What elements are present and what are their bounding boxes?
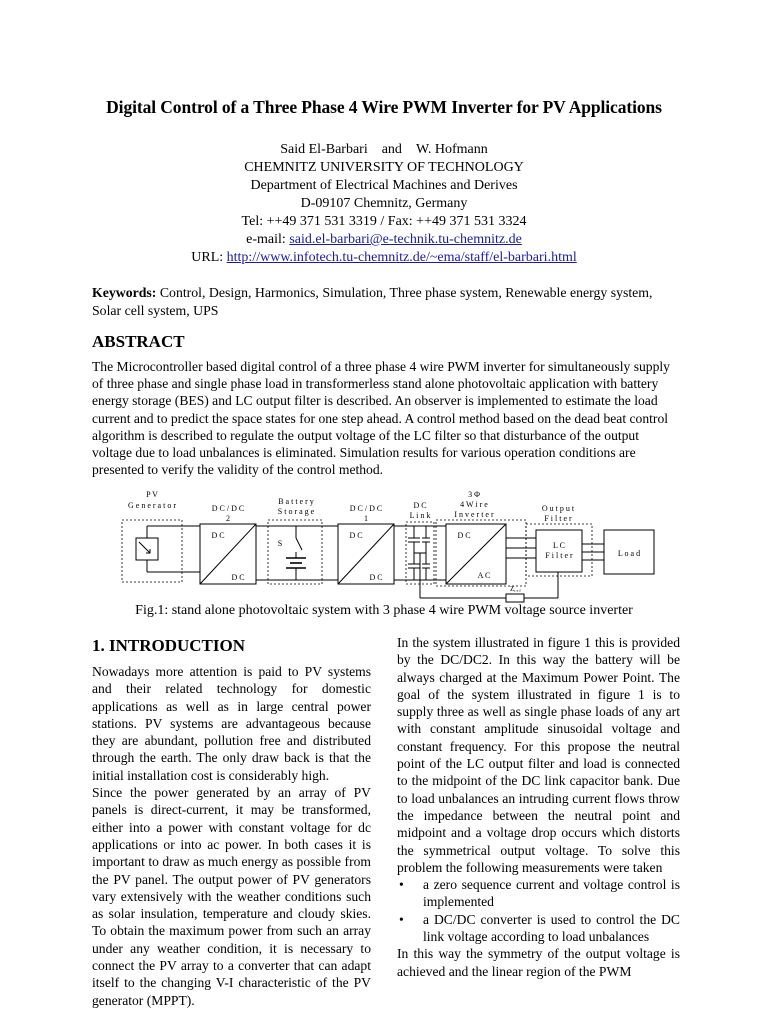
label-inverter-3: I n v e r t e r <box>454 510 494 519</box>
label-dcdc1-1: D C / D C <box>349 504 383 513</box>
pv-panel-icon <box>136 538 158 572</box>
department: Department of Electrical Machines and Derives <box>250 178 518 193</box>
introduction-heading: 1. INTRODUCTION <box>92 636 246 655</box>
zref-label <box>510 585 521 593</box>
switch-label: S <box>277 539 283 548</box>
email-label: e-mail: <box>246 232 290 247</box>
author-and: and <box>381 142 402 157</box>
label-pv-2: G e n e r a t o r <box>128 501 176 510</box>
load-block <box>604 530 654 574</box>
load-label: L o a d <box>617 549 641 558</box>
label-dclink-1: D C <box>413 501 427 510</box>
label-inverter-2: 4 W i r e <box>460 500 488 509</box>
url-line <box>0 249 768 267</box>
label-dclink-2: L i n k <box>409 511 431 520</box>
university: CHEMNITZ UNIVERSITY OF TECHNOLOGY <box>244 160 524 175</box>
right-paragraph-1: In the system illustrated in figure 1 this is provided by the DC/DC2. In this way the battery will be always charged at the Maximum Power Point. The goal of the system illustrated in figure 1 is to supply three as well as single phase loads of any art with constant amplitude sinusoidal voltage and constant frequency. For this propose the neutral point of the LC output filter and load is connected to the midpoint of the DC link capacitor bank. Due to load unbalances an intruding current flows throw the impedance between the neutral point and midpoint and a voltage drop occurs which distorts the symmetrical output voltage. To solve this problem the following measurements were taken <box>397 635 680 875</box>
dcdc2-dc-top: D C <box>211 531 225 540</box>
bullet-icon: • <box>399 911 404 927</box>
contact-phone: Tel: ++49 371 531 3319 / Fax: ++49 371 531 3324 <box>241 214 527 229</box>
system-diagram <box>110 486 670 608</box>
label-dcdc1-2: 1 <box>364 514 368 523</box>
lc-filter-block <box>536 530 582 572</box>
author-block <box>0 141 768 267</box>
label-pv-1: P V <box>146 490 158 499</box>
pv-generator-frame <box>122 520 182 582</box>
paper-title: Digital Control of a Three Phase 4 Wire PWM Inverter for PV Applications <box>106 97 662 117</box>
output-phase-lines <box>506 538 536 558</box>
label-outfilter-1: O u t p u t <box>541 504 575 513</box>
email-link[interactable]: said.el-barbari@e-technik.tu-chemnitz.de <box>289 232 522 247</box>
keywords-label: Keywords: <box>92 285 157 300</box>
measures-list <box>397 876 680 945</box>
list-item: • a DC/DC converter is used to control the DC link voltage according to load unbalances <box>399 911 680 945</box>
figure-caption: Fig.1: stand alone photovoltaic system with 3 phase 4 wire PWM voltage source inverter <box>135 603 633 618</box>
abstract-text: The Microcontroller based digital control of a three phase 4 wire PWM inverter for simultaneously supply of three phase and single phase load in transformerless stand alone photovoltaic application with battery energy storage (BES) and LC output filter is described. An observer is implemented to estimate the load current and to predict the space states for one step ahead. A control method based on the dead beat control algorithm is described to regulate the output voltage of the LC filter so that disturbance of the output voltage due to load unbalances is eliminated. Simulation results for various operation conditions are presented to verify the validity of the control method. <box>92 359 670 478</box>
intro-paragraph-2: Since the power generated by an array of PV panels is direct-current, it may be transformed, either into a power with constant voltage for dc applications or into ac power. In both cases it is important to draw as much energy as possible from the PV panel. The output power of PV generators vary extensively with the weather conditions such as solar insulation, temperature and cloudy skies. To obtain the maximum power from such an array under any weather condition, it is necessary to connect the PV array to a converter that can adapt itself to the changing V-I characteristic of the PV generator (MPPT). <box>92 785 371 1008</box>
author-1: Said El-Barbari <box>280 142 368 157</box>
dcdc1-dc-bottom: D C <box>369 573 383 582</box>
left-column <box>92 663 371 1009</box>
label-inverter-1: 3 Φ <box>468 490 480 499</box>
intro-paragraph-1: Nowadays more attention is paid to PV systems and their related technology for domestic applications as well as in large central power stations. PV systems are advantageous because they are abundant, pollution free and distributed through the earth. The only draw back is that the initial installation cost is considerably high. <box>92 664 371 783</box>
url-link[interactable]: http://www.infotech.tu-chemnitz.de/~ema/staff/el-barbari.html <box>226 250 577 265</box>
label-battery-1: B a t t e r y <box>278 497 314 506</box>
right-column <box>397 634 680 980</box>
list-item: • a zero sequence current and voltage control is implemented <box>399 877 680 910</box>
url-label: URL: <box>191 250 227 265</box>
zref-sub: r e f <box>514 588 521 593</box>
battery-storage-frame <box>268 520 322 584</box>
label-battery-2: S t o r a g e <box>277 507 315 516</box>
label-dcdc2-1: D C / D C <box>211 504 245 513</box>
bullet-icon: • <box>399 877 404 893</box>
author-2: W. Hofmann <box>415 142 488 157</box>
inverter-ac: A C <box>477 571 491 580</box>
label-outfilter-2: F i l t e r <box>544 514 572 523</box>
dcdc2-converter <box>200 524 256 584</box>
keywords-text: Control, Design, Harmonics, Simulation, Three phase system, Renewable energy system, Solar cell system, UPS <box>92 285 653 318</box>
dcdc1-converter <box>338 524 394 584</box>
lc-filter-label-1: L C <box>553 541 565 550</box>
label-dcdc2-2: 2 <box>226 514 230 523</box>
dcdc1-dc-top: D C <box>349 531 363 540</box>
right-paragraph-2: In this way the symmetry of the output voltage is achieved and the linear region of the PWM <box>397 946 680 979</box>
keywords <box>92 284 682 319</box>
zref-z: Z <box>510 585 515 593</box>
battery-icon <box>278 526 306 580</box>
lc-filter-label-2: F i l t e r <box>545 551 573 560</box>
inverter-dc: D C <box>457 531 471 540</box>
inverter-block <box>446 524 506 584</box>
email-line <box>0 231 768 249</box>
city: D-09107 Chemnitz, Germany <box>300 196 468 211</box>
dcdc2-dc-bottom: D C <box>231 573 245 582</box>
abstract-heading: ABSTRACT <box>92 332 185 351</box>
dc-link-capacitors <box>408 526 430 580</box>
author-line <box>0 141 768 159</box>
